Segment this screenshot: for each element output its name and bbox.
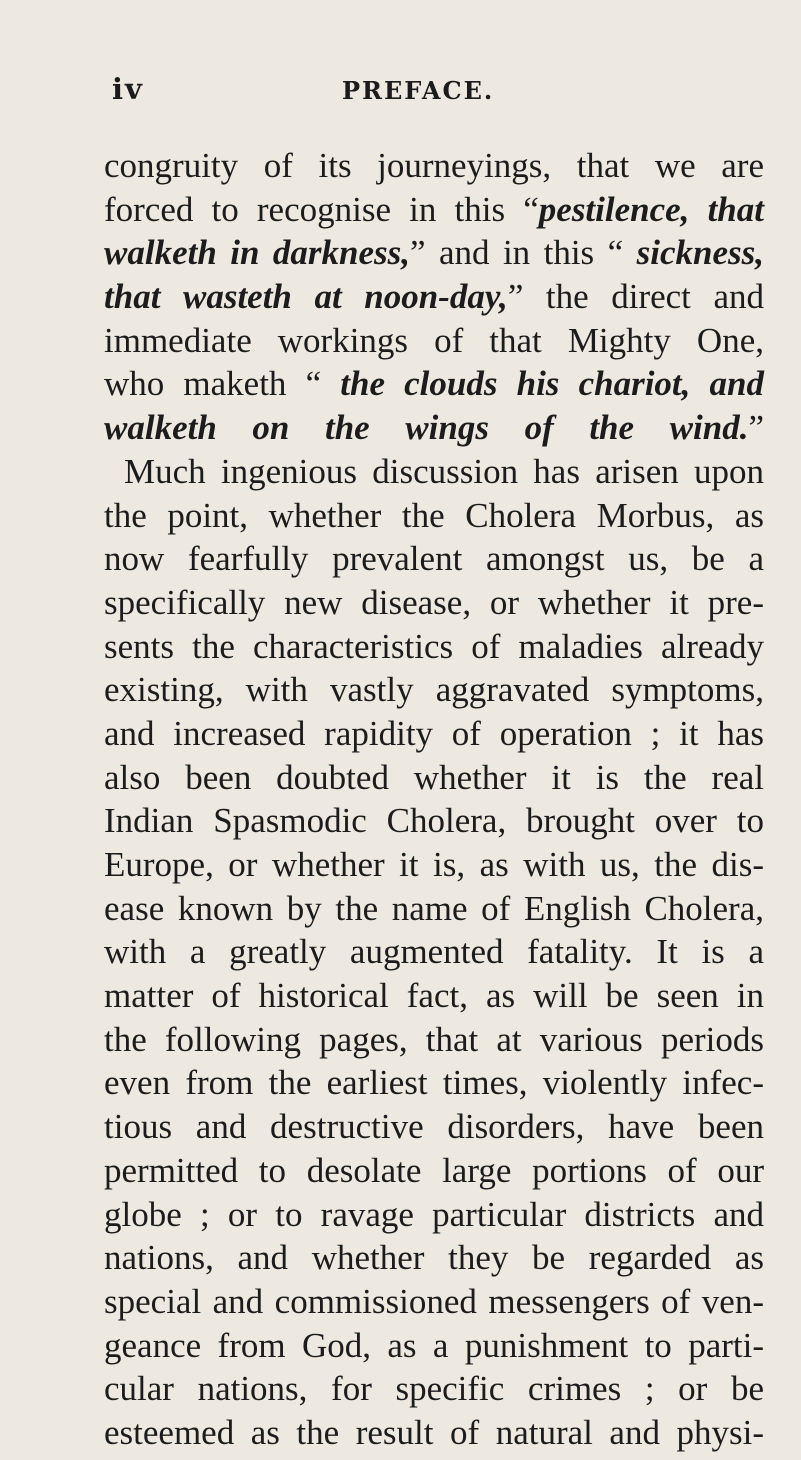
italic-quote-segment: the clouds his chariot, and <box>340 364 765 404</box>
page-number: iv <box>112 72 144 106</box>
text-segment: matter of historical fact, as will be seen in <box>104 976 764 1016</box>
text-line <box>104 450 764 494</box>
text-line <box>104 1105 764 1149</box>
text-line <box>104 275 764 319</box>
text-line <box>104 581 764 625</box>
text-line <box>104 362 764 406</box>
text-segment: forced to recognise in this “ <box>104 189 539 229</box>
text-line <box>104 231 764 275</box>
text-segment: special and commissioned messengers of ven- <box>104 1281 764 1321</box>
text-line <box>104 756 764 800</box>
text-line <box>104 1018 764 1062</box>
text-line <box>104 1411 764 1455</box>
text-segment: who maketh “ <box>104 364 341 404</box>
text-line <box>104 494 764 538</box>
text-line <box>104 1280 764 1324</box>
text-segment: the point, whether the Cholera Morbus, as <box>104 495 764 535</box>
text-segment: the following pages, that at various periods <box>104 1019 764 1059</box>
text-line <box>104 1149 764 1193</box>
text-segment: now fearfully prevalent amongst us, be a <box>104 539 764 579</box>
text-segment: globe ; or to ravage particular districts and <box>104 1194 764 1234</box>
text-segment: esteemed as the result of natural and physi- <box>104 1412 764 1452</box>
text-segment: with a greatly augmented fatality. It is a <box>104 932 764 972</box>
text-line <box>104 930 764 974</box>
text-segment: Indian Spasmodic Cholera, brought over to <box>104 801 764 841</box>
text-line <box>104 668 764 712</box>
text-segment: ” and in this “ <box>409 233 637 273</box>
text-line <box>104 712 764 756</box>
text-segment: specifically new disease, or whether it pre- <box>104 582 764 622</box>
text-line <box>104 188 764 232</box>
text-line <box>104 1324 764 1368</box>
text-segment: immediate workings of that Mighty One, <box>104 320 764 360</box>
text-segment: even from the earliest times, violently infec- <box>104 1063 764 1103</box>
text-segment: cular nations, for specific crimes ; or be <box>104 1369 764 1409</box>
text-line <box>104 1236 764 1280</box>
text-line <box>104 974 764 1018</box>
running-head <box>112 72 752 112</box>
text-line <box>104 625 764 669</box>
italic-quote-segment: pestilence, that <box>538 189 764 229</box>
italic-quote-segment: sickness, <box>636 233 764 273</box>
text-segment: ” <box>748 408 764 448</box>
text-line <box>104 1193 764 1237</box>
text-segment: congruity of its journeyings, that we are <box>104 146 764 185</box>
text-segment: Much ingenious discussion has arisen upon <box>124 451 764 491</box>
text-line <box>104 319 764 363</box>
text-segment: nations, and whether they be regarded as <box>104 1238 764 1278</box>
text-line <box>104 537 764 581</box>
text-line <box>104 406 764 450</box>
text-line <box>104 887 764 931</box>
text-line <box>104 1061 764 1105</box>
text-line <box>104 1367 764 1411</box>
text-line <box>104 799 764 843</box>
text-segment: sents the characteristics of maladies already <box>104 626 764 666</box>
text-segment: ease known by the name of English Cholera, <box>104 888 764 928</box>
text-segment: permitted to desolate large portions of our <box>104 1150 764 1190</box>
italic-quote-segment: that wasteth at noon-day, <box>104 277 508 317</box>
body-text <box>104 144 764 1455</box>
text-segment: geance from God, as a punishment to parti- <box>104 1325 764 1365</box>
text-segment: existing, with vastly aggravated symptoms, <box>104 670 764 710</box>
text-line <box>104 843 764 887</box>
text-segment: and increased rapidity of operation ; it has <box>104 713 764 753</box>
text-segment: tious and destructive disorders, have been <box>104 1107 764 1147</box>
italic-quote-segment: walketh in darkness, <box>104 233 410 273</box>
running-head-title: PREFACE. <box>342 76 495 105</box>
text-segment: Europe, or whether it is, as with us, the dis- <box>104 845 764 884</box>
italic-quote-segment: walketh on the wings of the wind. <box>104 408 749 448</box>
text-segment: ” the direct and <box>507 277 764 317</box>
text-line <box>104 144 764 188</box>
text-segment: also been doubted whether it is the real <box>104 757 764 797</box>
